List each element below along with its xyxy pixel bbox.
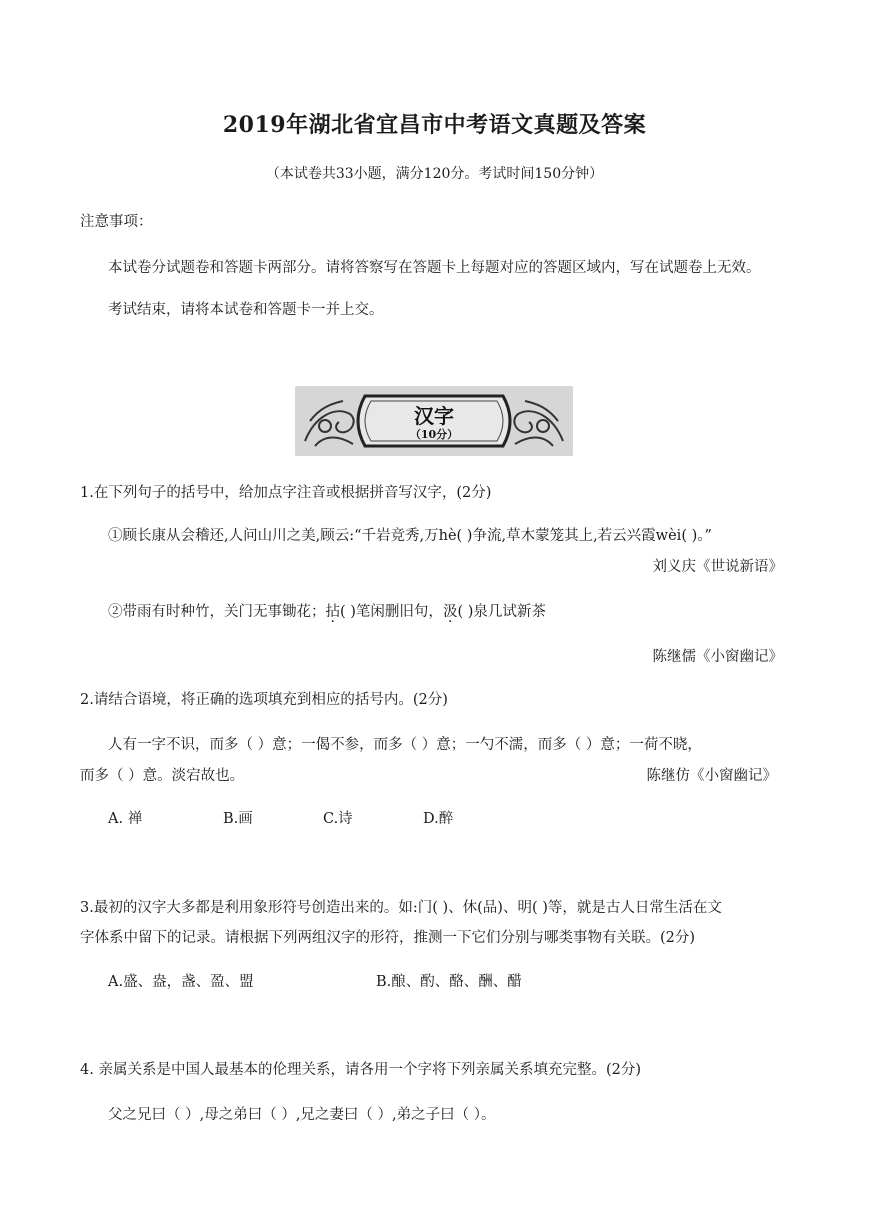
question-3-option-b: B.酿、酌、酪、酬、醋 bbox=[376, 974, 522, 990]
question-2-passage-line: 人有一字不识，而多（ ）意；一偈不参，而多（ ）意；一勺不濡，而多（ ）意；一荷不晓， bbox=[108, 737, 702, 753]
notice-item: 本试卷分试题卷和答题卡两部分。请将答察写在答题卡上每题对应的答题区域内，写在试题卷上无效。 bbox=[108, 260, 761, 276]
page-title: 2019年湖北省宜昌市中考语文真题及答案 bbox=[222, 112, 647, 138]
question-3-stem-line: 字体系中留下的记录。请根据下列两组汉字的形符，推测一下它们分别与哪类事物有关联。(2分) bbox=[80, 930, 696, 946]
question-3-stem-line: 3.最初的汉字大多都是利用象形符号创造出来的。如:门( )、休(品)、明( )等，就是古人日常生活在文 bbox=[80, 900, 722, 916]
banner-ornament bbox=[295, 386, 573, 456]
notice-item: 考试结束，请将本试卷和答题卡一并上交。 bbox=[108, 302, 384, 318]
question-2-source: 陈继仿《小窗幽记》 bbox=[646, 768, 777, 784]
section-banner bbox=[295, 386, 573, 456]
notice-heading: 注意事项： bbox=[80, 214, 153, 230]
question-2-option-d: D.醉 bbox=[423, 811, 454, 827]
banner-title: 汉字 bbox=[414, 404, 454, 428]
question-1-sentence-2 bbox=[108, 600, 546, 621]
question-4-stem: 4. 亲属关系是中国人最基本的伦理关系，请各用一个字将下列亲属关系填充完整。(2分) bbox=[80, 1062, 641, 1078]
sentence-text: ( )泉几试新茶 bbox=[457, 604, 546, 620]
question-3-option-a: A.盛、盎，盏、盈、盟 bbox=[108, 974, 254, 990]
question-1-source-2: 陈继儒《小窗幽记》 bbox=[652, 649, 783, 665]
question-1-source-1: 刘义庆《世说新语》 bbox=[652, 559, 783, 575]
question-2-passage-line: 而多（ ）意。淡宕故也。 bbox=[80, 768, 245, 784]
dotted-char: 汲 bbox=[442, 604, 458, 620]
question-2-option-c: C.诗 bbox=[323, 811, 353, 827]
question-4-fill-line: 父之兄曰（ ）,母之弟曰（ ）,兄之妻曰（ ）,弟之子曰（ ）。 bbox=[108, 1107, 496, 1123]
sentence-text: ②带雨有时种竹，关门无事锄花； bbox=[108, 604, 326, 620]
banner-score: （10分） bbox=[409, 428, 459, 441]
question-2-option-b: B.画 bbox=[223, 811, 253, 827]
question-2-option-a: A. 禅 bbox=[108, 811, 143, 827]
dotted-char: 拈 bbox=[325, 604, 340, 620]
question-2-stem: 2.请结合语境，将正确的选项填充到相应的括号内。(2分) bbox=[80, 692, 448, 708]
question-1-sentence-1: ①顾长康从会稽还,人问山川之美,顾云:“千岩竞秀,万hè( )争流,草木蒙笼其上,若云兴霞wèi( )。” bbox=[108, 528, 712, 544]
exam-info: （本试卷共33小题，满分120分。考试时间150分钟） bbox=[265, 166, 604, 182]
question-1-stem: 1.在下列句子的括号中，给加点字注音或根据拼音写汉字，(2分) bbox=[80, 485, 492, 501]
sentence-text: ( )笔闲删旧句， bbox=[340, 604, 443, 620]
